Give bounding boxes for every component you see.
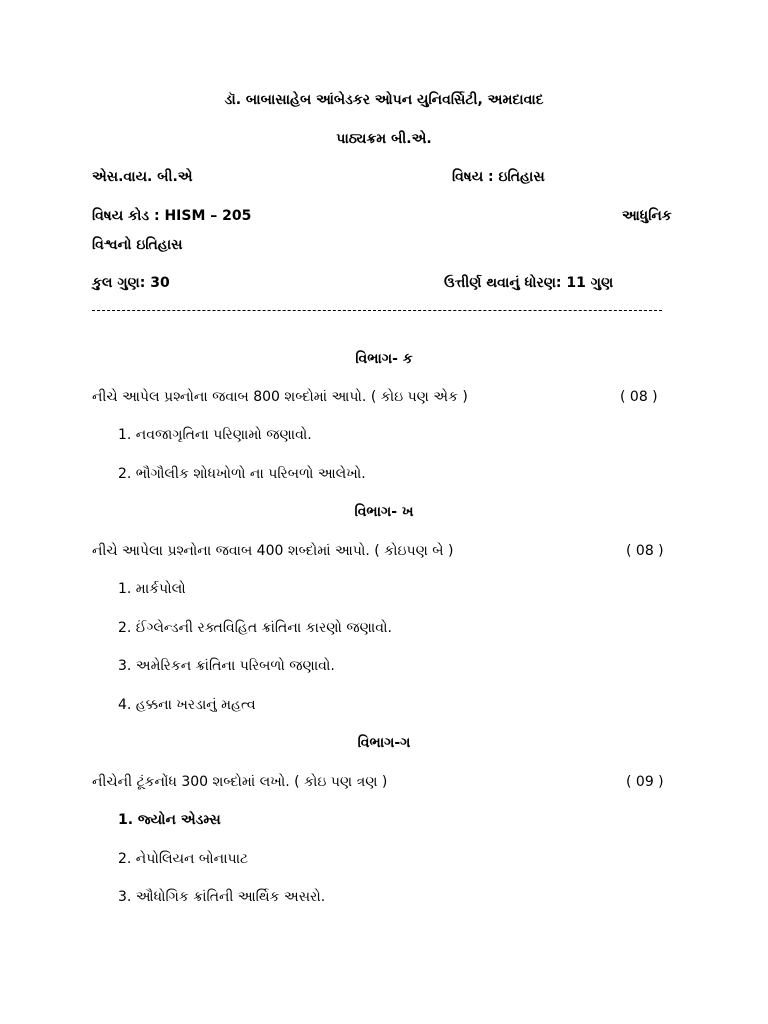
section-c-title: વિભાગ-ગ (357, 735, 411, 751)
section-a-marks: ( 08 ) (620, 389, 658, 405)
question-item: 1. નવજાગૃતિના પરિણામો જણાવો. (118, 427, 312, 443)
paper-title-line2: વિશ્વનો ઇતિહાસ (92, 237, 183, 253)
question-item: 2. ઈંગ્લેન્ડની રક્તવિહિત ક્રાંતિના કારણો જણાવો. (118, 620, 392, 636)
section-b-instruction: નીચે આપેલા પ્રશ્નોના જવાબ 400 શબ્દોમાં આપો. ( કોઇપણ બે ) (92, 543, 454, 559)
section-c-instruction: નીચેની ટૂંકનોંધ 300 શબ્દોમાં લખો. ( કોઇ પણ ત્રણ ) (92, 774, 388, 790)
course-title: પાઠ્યક્રમ બી.એ. (336, 131, 432, 147)
section-divider (92, 310, 662, 311)
section-c-marks: ( 09 ) (626, 774, 664, 790)
total-marks: કુલ ગુણ: 30 (92, 275, 170, 291)
section-b-title: વિભાગ- ખ (354, 504, 414, 520)
subject-code: વિષય કોડ : HISM – 205 (92, 208, 252, 224)
paper-title-line1: આધુનિક (622, 208, 672, 224)
question-item: 1. જ્યોન એડમ્સ (118, 812, 221, 828)
question-item: 3. અમેરિકન ક્રાંતિના પરિબળો જણાવો. (118, 658, 335, 674)
university-title: ડૉ. બાબાસાહેબ આંબેડકર ઓપન યુનિવર્સિટી, અમદાવાદ (224, 92, 544, 108)
question-item: 4. હક્કના ખરડાનું મહત્વ (118, 697, 256, 713)
question-item: 2. ભૌગૌલીક શોધખોળો ના પરિબળો આલેખો. (118, 466, 366, 482)
subject-label: વિષય : ઇતિહાસ (452, 169, 545, 185)
question-item: 2. નેપોલિયન બોનાપાટ (118, 851, 249, 867)
section-a-title: વિભાગ- ક (355, 351, 413, 367)
question-item: 3. ઔધોગિક ક્રાંતિની આર્થિક અસરો. (118, 889, 326, 905)
passing-marks: ઉત્તીર્ણ થવાનું ધોરણ: 11 ગુણ (444, 275, 614, 291)
section-a-instruction: નીચે આપેલ પ્રશ્નોના જવાબ 800 શબ્દોમાં આપો. ( કોઇ પણ એક ) (92, 389, 468, 405)
question-item: 1. માર્કપોલો (118, 581, 186, 597)
section-b-marks: ( 08 ) (626, 543, 664, 559)
year-label: એસ.વાય. બી.એ (92, 169, 193, 185)
